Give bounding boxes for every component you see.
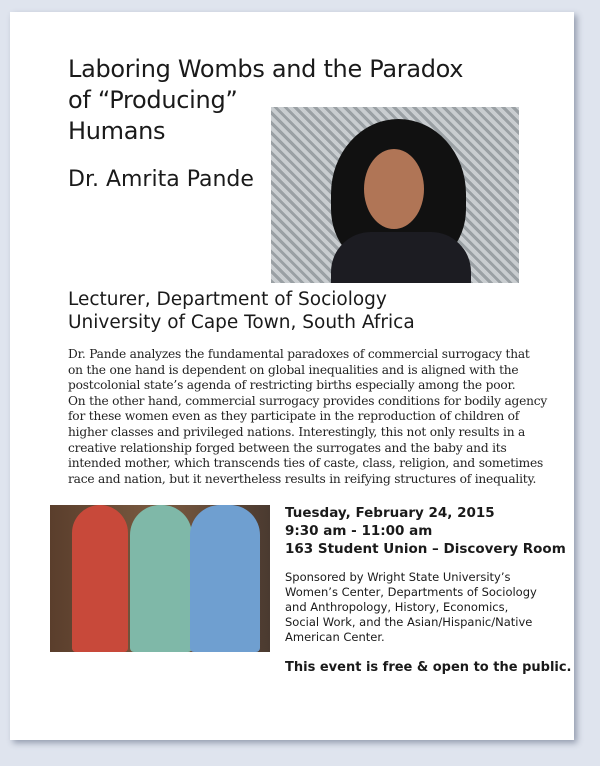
abstract xyxy=(68,347,547,487)
surrogates-photo xyxy=(50,505,270,652)
event-details xyxy=(285,504,566,558)
affiliation-university: University of Cape Town, South Africa xyxy=(68,312,415,333)
abstract-line: postcolonial state’s agenda of restricting births especially among the poor. xyxy=(68,378,516,393)
event-time: 9:30 am - 11:00 am xyxy=(285,523,433,539)
abstract-line: race and nation, but it nevertheless results in reifying structures of inequality. xyxy=(68,471,537,486)
sponsors xyxy=(285,570,537,645)
title-line: of “Producing” xyxy=(68,86,238,114)
sponsor-line: Social Work, and the Asian/Hispanic/Native xyxy=(285,615,533,629)
affiliation-title: Lecturer, Department of Sociology xyxy=(68,289,387,310)
sponsor-line: American Center. xyxy=(285,630,385,644)
sponsor-line: Women’s Center, Departments of Sociology xyxy=(285,585,537,599)
speaker-name: Dr. Amrita Pande xyxy=(68,167,254,192)
abstract-line: higher classes and privileged nations. Interestingly, this not only results in a xyxy=(68,424,526,439)
speaker-affiliation xyxy=(68,288,415,334)
free-event-note: This event is free & open to the public. xyxy=(285,660,572,675)
abstract-line: intended mother, which transcends ties of caste, class, religion, and sometimes xyxy=(68,456,544,471)
flyer-page xyxy=(10,12,574,740)
title-line: Humans xyxy=(68,117,166,145)
abstract-line: on the one hand is dependent on global inequalities and is aligned with the xyxy=(68,362,519,377)
sponsor-line: and Anthropology, History, Economics, xyxy=(285,600,509,614)
abstract-line: creative relationship forged between the surrogates and the baby and its xyxy=(68,440,507,455)
abstract-line: On the other hand, commercial surrogacy provides conditions for bodily agency xyxy=(68,393,548,408)
sponsor-line: Sponsored by Wright State University’s xyxy=(285,570,511,584)
abstract-line: Dr. Pande analyzes the fundamental paradoxes of commercial surrogacy that xyxy=(68,347,530,361)
abstract-line: for these women even as they participate in the reproduction of children of xyxy=(68,409,520,424)
event-date: Tuesday, February 24, 2015 xyxy=(285,505,495,521)
event-location: 163 Student Union – Discovery Room xyxy=(285,541,566,557)
speaker-photo xyxy=(271,107,519,283)
title-line: Laboring Wombs and the Paradox xyxy=(68,55,464,83)
